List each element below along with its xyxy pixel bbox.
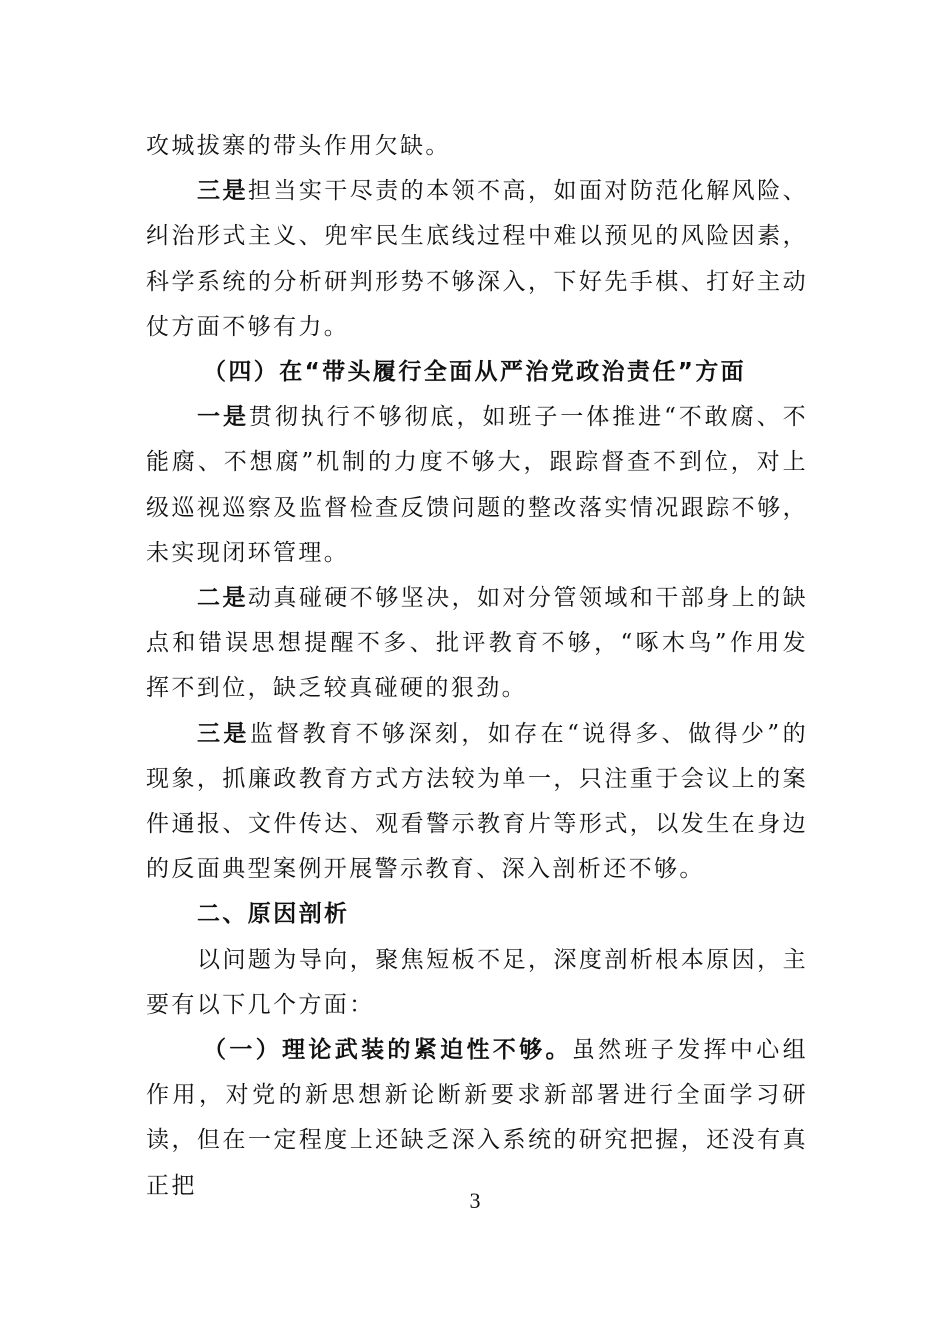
paragraph-lead: 三是 bbox=[197, 720, 250, 747]
paragraph-lead: 一是 bbox=[197, 404, 249, 431]
paragraph-text: 虽然班子发挥中心组作用，对党的新思想新论断新要求新部署进行全面学习研读，但在一定程度上还缺乏深入系统的研究把握，还没有真正把 bbox=[146, 1037, 808, 1199]
paragraph-point bbox=[146, 395, 808, 576]
paragraph-lead: 三是 bbox=[197, 178, 248, 205]
paragraph-lead: （一）理论武装的紧迫性不够。 bbox=[203, 1037, 572, 1064]
paragraph-point bbox=[146, 576, 808, 712]
paragraph-intro bbox=[146, 938, 808, 1028]
paragraph-text: 以问题为导向，聚焦短板不足，深度剖析根本原因，主要有以下几个方面： bbox=[146, 946, 808, 1018]
paragraph-point bbox=[146, 169, 808, 350]
subsection-heading bbox=[146, 350, 808, 395]
paragraph-continuation bbox=[146, 124, 808, 169]
section-heading bbox=[146, 892, 808, 937]
paragraph-lead: 二是 bbox=[197, 585, 248, 612]
paragraph-text: 监督教育不够深刻，如存在“说得多、做得少”的现象，抓廉政教育方式方法较为单一，只注重于会议上的案件通报、文件传达、观看警示教育片等形式，以发生在身边的反面典型案例开展警示教育、深入剖析还不够。 bbox=[146, 720, 808, 883]
document-body bbox=[146, 124, 808, 1209]
paragraph-text: 动真碰硬不够坚决，如对分管领域和干部身上的缺点和错误思想提醒不多、批评教育不够，“啄木鸟”作用发挥不到位，缺乏较真碰硬的狠劲。 bbox=[146, 585, 808, 702]
page-number: 3 bbox=[469, 1188, 481, 1213]
paragraph-text: 攻城拔寨的带头作用欠缺。 bbox=[146, 133, 451, 159]
paragraph-point bbox=[146, 712, 808, 893]
paragraph-cause bbox=[146, 1028, 808, 1209]
paragraph-text: 担当实干尽责的本领不高，如面对防范化解风险、纠治形式主义、兜牢民生底线过程中难以预见的风险因素，科学系统的分析研判形势不够深入，下好先手棋、打好主动仗方面不够有力。 bbox=[146, 178, 808, 340]
section-heading-text: 二、原因剖析 bbox=[197, 901, 350, 928]
subsection-heading-text: （四）在“带头履行全面从严治党政治责任”方面 bbox=[203, 359, 747, 386]
paragraph-text: 贯彻执行不够彻底，如班子一体推进“不敢腐、不能腐、不想腐”机制的力度不够大，跟踪督查不到位，对上级巡视巡察及监督检查反馈问题的整改落实情况跟踪不够，未实现闭环管理。 bbox=[146, 404, 808, 566]
